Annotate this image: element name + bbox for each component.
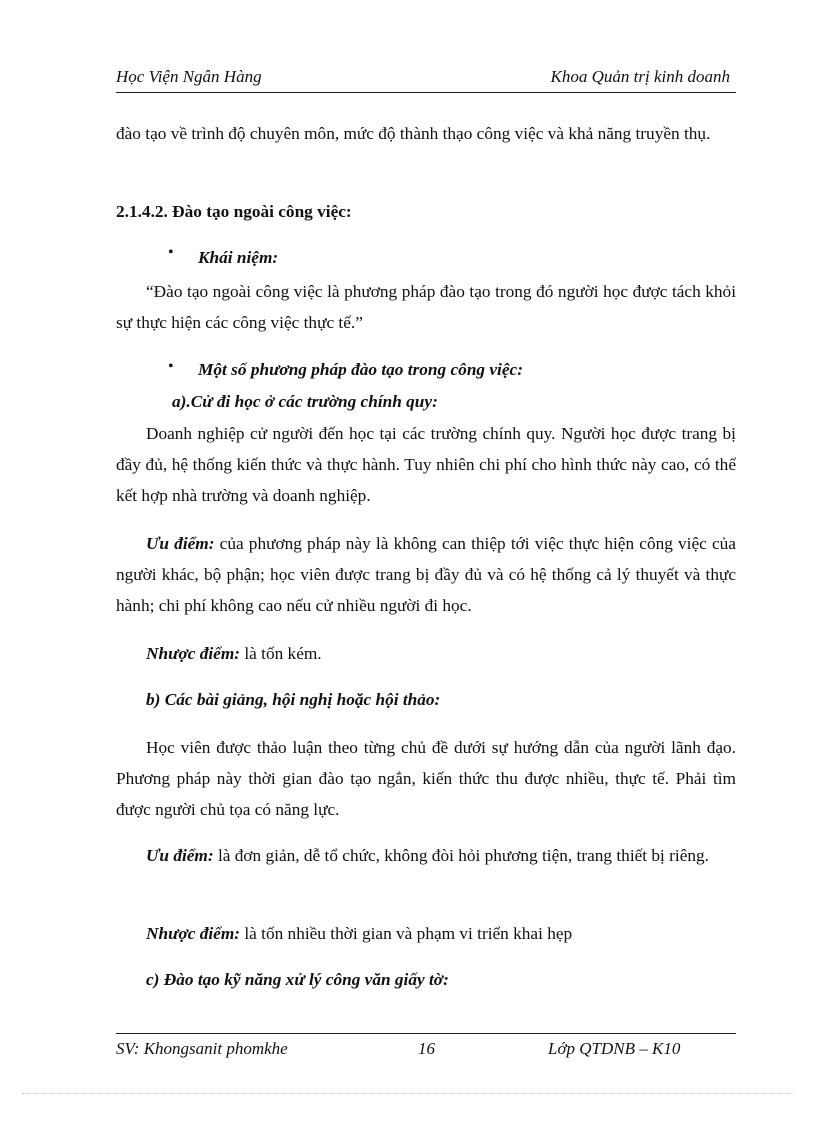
section-title: 2.1.4.2. Đào tạo ngoài công việc:	[116, 202, 352, 221]
disadvantage-label: Nhược điểm:	[146, 924, 241, 943]
page-header	[116, 66, 736, 93]
method-a-text: Doanh nghiệp cử người đến học tại các trường chính quy. Người học được trang bị đầy đủ, hệ thống kiến thức và thực hành. Tuy nhiên chi phí cho hình thức này cao, có thể kết hợp nhà trường và doanh nghiệp.	[116, 424, 736, 505]
method-a-advantages	[116, 528, 736, 621]
page-edge-divider	[22, 1093, 794, 1094]
methods-label: Một số phương pháp đào tạo trong công việc:	[198, 360, 523, 379]
disadvantage-label: Nhược điểm:	[146, 644, 241, 663]
concept-label: Khái niệm:	[198, 248, 279, 267]
method-a-title: a).Cử đi học ở các trường chính quy:	[172, 392, 438, 411]
disadvantage-text: là tốn kém.	[244, 644, 322, 663]
method-b-disadvantages	[116, 918, 736, 949]
footer-page-number: 16	[418, 1039, 435, 1058]
advantage-text: là đơn giản, dễ tổ chức, không đòi hỏi phương tiện, trang thiết bị riêng.	[217, 846, 709, 865]
concept-text: “Đào tạo ngoài công việc là phương pháp đào tạo trong đó người học được tách khỏi sự thực hiện các công việc thực tế.”	[116, 282, 736, 332]
advantage-text: của phương pháp này là không can thiệp tới việc thực hiện công việc của người khác, bộ phận; học viên được trang bị đầy đủ và có hệ thống cả lý thuyết và thực hành; chi phí không cao nếu cử nhiều người đi học.	[116, 534, 736, 615]
advantage-label: Ưu điểm:	[146, 846, 214, 865]
disadvantage-text: là tốn nhiều thời gian và phạm vi triển khai hẹp	[244, 924, 573, 943]
method-a-disadvantages	[116, 638, 736, 669]
page-footer	[116, 1033, 736, 1062]
footer-class: Lớp QTDNB – K10	[548, 1039, 681, 1058]
bullet-icon: •	[168, 244, 174, 261]
paragraph-intro: đào tạo về trình độ chuyên môn, mức độ thành thạo công việc và khả năng truyền thụ.	[116, 124, 711, 143]
method-b-title: b) Các bài giảng, hội nghị hoặc hội thảo:	[146, 690, 441, 709]
method-b-advantages	[116, 840, 736, 871]
bullet-icon: •	[168, 358, 174, 375]
footer-student: SV: Khongsanit phomkhe	[116, 1039, 288, 1058]
advantage-label: Ưu điểm:	[146, 534, 215, 553]
header-faculty: Khoa Quản trị kinh doanh	[550, 67, 730, 86]
method-b-text: Học viên được thảo luận theo từng chủ đề dưới sự hướng dẫn của người lãnh đạo. Phương pháp này thời gian đào tạo ngắn, kiến thức thu được nhiều, thực tế. Phải tìm được người chủ tọa có năng lực.	[116, 738, 736, 819]
header-institution: Học Viện Ngân Hàng	[116, 67, 262, 86]
method-c-title: c) Đào tạo kỹ năng xử lý công văn giấy tờ:	[146, 970, 449, 989]
